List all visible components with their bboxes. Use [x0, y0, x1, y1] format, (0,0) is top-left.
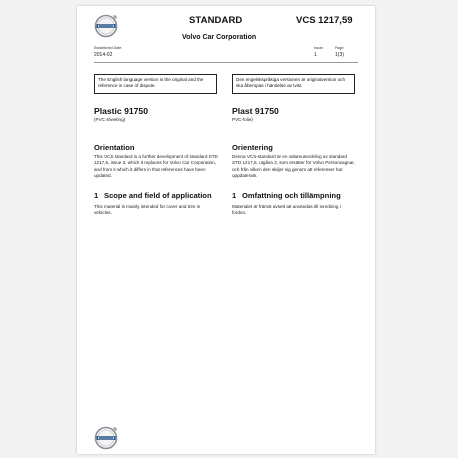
english-section1-number: 1 [94, 191, 99, 200]
english-notice-box: The English language version is the original and the reference in case of dispute. [94, 74, 217, 94]
established-date-label: Established Date: [94, 46, 123, 50]
swedish-orientation-text: Denna VCS-standard är en vidareutveckling av standard STD 1217,5, utgåva 3, som ersätter för Volvo Personvagnar, och från vilken den skiljer sig genom att referenser har uppdaterats. [232, 154, 355, 178]
page-value: 1(3) [335, 52, 344, 58]
issue-label: Issue: [314, 46, 324, 50]
document-page [77, 6, 375, 454]
english-section1-heading [94, 191, 212, 200]
swedish-section1-text: Materialet är främst avsett att användas till inredning i fordon. [232, 204, 341, 216]
established-date-value: 2014-02 [94, 52, 113, 58]
swedish-orientation-heading: Orientering [232, 143, 273, 152]
swedish-subtitle: PVC-folie) [232, 117, 253, 122]
page-label: Page: [335, 46, 345, 50]
volvo-logo-icon [94, 14, 118, 38]
english-orientation-heading: Orientation [94, 143, 135, 152]
english-subtitle: (PVC sheeting) [94, 117, 126, 122]
english-section1-text: This material is mainly intended for cover and trim in vehicles. [94, 204, 201, 216]
company-name: Volvo Car Corporation [182, 34, 257, 41]
english-orientation-text: This VCS standard is a further development of standard STD 1217,5, issue 3, which it replaces for Volvo Car Corporation, and from it which it differs in that references have been updated. [94, 154, 218, 178]
issue-value: 1 [314, 52, 317, 58]
english-title: Plastic 91750 [94, 106, 148, 116]
standard-number: VCS 1217,59 [296, 15, 353, 26]
swedish-notice-box: Den engelskspråkiga versionen är originalversion och ska åberopas i händelse av tvist. [232, 74, 355, 94]
volvo-logo-icon [94, 426, 118, 450]
swedish-title: Plast 91750 [232, 106, 279, 116]
header-divider [94, 62, 358, 63]
swedish-section1-number: 1 [232, 191, 237, 200]
document-type-title: STANDARD [189, 15, 243, 26]
swedish-section1-heading [232, 191, 341, 200]
swedish-section1-title: Omfattning och tillämpning [242, 191, 341, 200]
english-section1-title: Scope and field of application [104, 191, 212, 200]
